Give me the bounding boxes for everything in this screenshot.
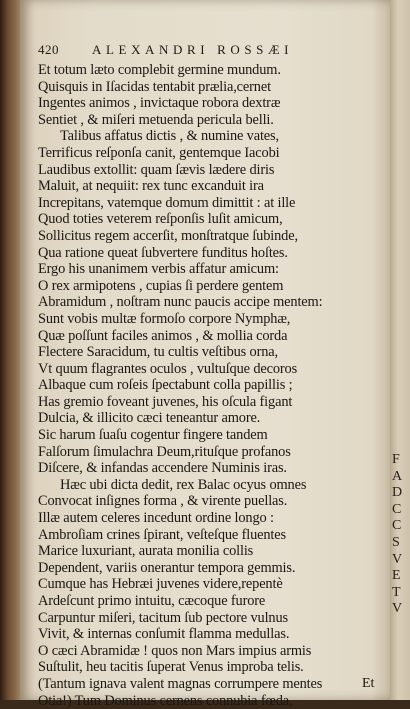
next-page-letter: T [392, 584, 401, 600]
next-page-letter: E [392, 568, 401, 584]
text-line: Terrificus reſponſa canit, gentemque Iacobi [38, 144, 280, 161]
next-page-letter: S [392, 534, 400, 550]
text-line: Quod toties veterem reſponſis luſit amicum, [38, 211, 283, 228]
text-line: Dulcia, & illicito cæci teneantur amore. [38, 410, 261, 427]
text-line: Vivit, & internas conſumit flamma medullas. [38, 626, 290, 643]
text-line: Convocat inſignes forma , & virente puellas. [38, 493, 288, 510]
next-page-edge [390, 0, 410, 700]
catchword: Et [362, 676, 375, 691]
poem-text-block [38, 62, 384, 709]
text-line: Vt quum flagrantes oculos , vultuſque decoros [38, 360, 298, 377]
text-line: Increpitans, vatemque domum dimittit : at ille [38, 194, 296, 211]
text-line: Sunt vobis multæ formoſo corpore Nymphæ, [38, 310, 291, 327]
next-page-letter: V [392, 551, 403, 567]
text-line: O rex armipotens , cupias ſi perdere gentem [38, 277, 284, 294]
text-line: Carpuntur miſeri, tacitum ſub pectore vulnus [38, 609, 288, 626]
text-line: Quæ poſſunt faciles animos , & mollia corda [38, 327, 288, 344]
text-line: Sentiet , & miſeri metuenda pericula belli. [38, 111, 274, 128]
text-line: Laudibus extollit: quam ſævis lædere diris [38, 161, 275, 178]
page-header [38, 42, 378, 60]
text-line: Quisquis in Iſacidas tentabit prælia,cernet [38, 78, 271, 95]
text-line: Et totum læto complebit germine mundum. [38, 62, 281, 78]
text-line: Ambroſiam crines ſpirant, veſteſque fluentes [38, 526, 286, 543]
text-line: (Tantum ignava valent magnas corrumpere mentes [38, 675, 323, 692]
text-line: Dependent, variis onerantur tempora gemmis. [38, 559, 296, 576]
text-line: Diſcere, & infandas accendere Numinis iras. [38, 460, 287, 477]
text-line: Ingentes animos , invictaque robora dextræ [38, 95, 281, 112]
text-line: Maluit, at nequiit: rex tunc excanduit ira [38, 178, 264, 195]
next-page-letter: D [392, 485, 403, 501]
text-line: Sollicitus regem accerſit, monſtratque ſubinde, [38, 227, 298, 244]
next-page-letter: F [392, 452, 400, 467]
text-line: Abramidum , noſtram nunc paucis accipe mentem: [38, 294, 323, 311]
running-title: ALEXANDRI ROSSÆI [92, 42, 294, 57]
text-line: Hæc ubi dicta dedit, rex Balac ocyus omnes [60, 476, 307, 493]
text-line: Marice luxuriant, aurata monilia collis [38, 543, 254, 560]
text-line: Albaque cum roſeis ſpectabunt colla papillis ; [38, 377, 293, 394]
next-page-letter: A [392, 468, 403, 484]
next-page-letter: V [392, 601, 403, 617]
text-line: Ardeſcunt primo intuitu, cæcoque furore [38, 593, 266, 609]
text-line: Otia!) Tum Dominus cernens connubia fœda, [38, 692, 293, 709]
next-page-letter: C [392, 518, 402, 534]
text-line: O cæci Abramidæ ! quos non Mars impius armis [38, 642, 312, 659]
text-line: Sic harum ſuaſu cogentur fingere tandem [38, 427, 268, 444]
text-line: Suſtulit, heu tacitis ſuperat Venus improba telis. [38, 659, 304, 676]
next-page-letter: C [392, 501, 402, 517]
text-line: Has gremio foveant juvenes, his oſcula figant [38, 393, 293, 410]
text-line: Qua ratione queat ſubvertere funditus hoſtes. [38, 244, 288, 261]
text-line: Illæ autem celeres incedunt ordine longo : [38, 510, 274, 527]
next-page-letters [390, 452, 402, 618]
book-spine-gutter [0, 0, 22, 700]
text-line: Falſorum ſimulachra Deum,rituſque profanos [38, 443, 291, 460]
text-line: Ergo his unanimem verbis affatur amicum: [38, 261, 279, 278]
text-line: Talibus affatus dictis , & numine vates, [60, 128, 279, 145]
text-line: Flectere Saracidum, tu cultis veſtibus orna, [38, 344, 278, 361]
text-line: Cumque has Hebræi juvenes videre,repentè [38, 576, 283, 593]
page-number: 420 [38, 42, 59, 57]
